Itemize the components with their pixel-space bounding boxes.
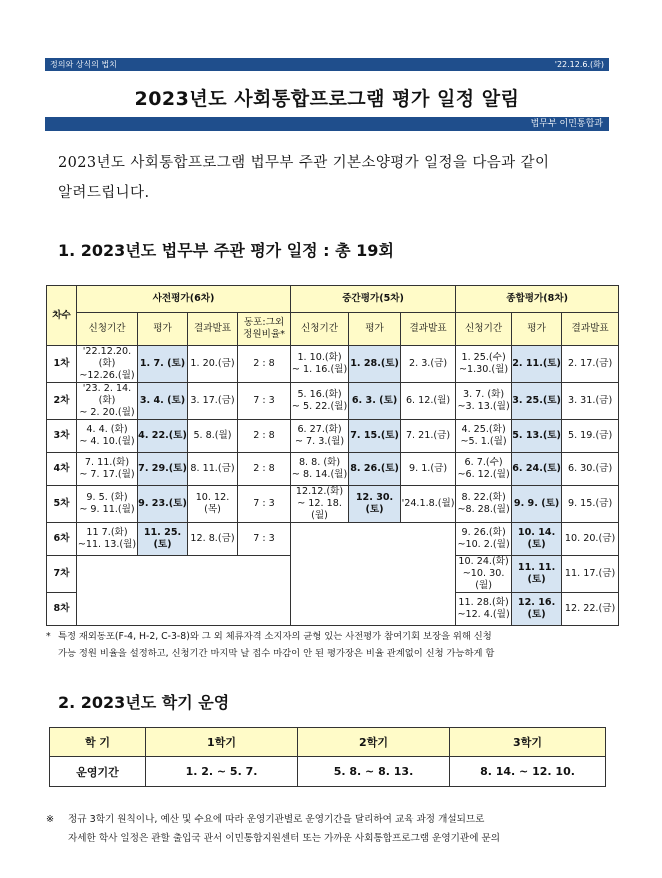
final-apply-period <box>456 383 512 420</box>
apply-end: ~8. 28.(월) <box>457 504 510 515</box>
mid-exam-date: 6. 3. (토) <box>349 383 401 420</box>
final-result-date: 3. 31.(금) <box>562 383 619 420</box>
apply-end: ~10. 2.(월) <box>457 539 510 550</box>
round-label: 5차 <box>47 486 77 523</box>
mid-exam-date: 7. 15.(토) <box>349 420 401 453</box>
pre-result-date: 8. 11.(금) <box>188 453 238 486</box>
apply-end: ~3. 13.(월) <box>457 401 510 412</box>
round-label: 3차 <box>47 420 77 453</box>
apply-end: ~12.26.(월) <box>79 370 135 381</box>
final-exam-date: 12. 16.(토) <box>512 593 562 626</box>
pre-exam-date: 11. 25.(토) <box>138 523 188 556</box>
col-pre-exam: 평가 <box>138 313 188 346</box>
apply-start: 8. 8. (화) <box>298 457 341 468</box>
final-exam-date: 5. 13.(토) <box>512 420 562 453</box>
mid-exam-date: 1. 28.(토) <box>349 346 401 383</box>
col-pre-apply: 신청기간 <box>77 313 138 346</box>
pre-ratio: 2 : 8 <box>238 420 291 453</box>
final-result-date: 6. 30.(금) <box>562 453 619 486</box>
apply-start: 11 7.(화) <box>86 527 128 538</box>
mid-exam-date: 12. 30.(토) <box>349 486 401 523</box>
semester-2-period: 5. 8. ~ 8. 13. <box>298 757 450 787</box>
semester-1-period: 1. 2. ~ 5. 7. <box>146 757 298 787</box>
apply-start: 1. 10.(화) <box>297 352 342 363</box>
note-line-1: 정규 3학기 원칙이나, 예산 및 수요에 따라 운영기관별로 운영기간을 달리하여 교육 과정 개설되므로 <box>68 814 485 825</box>
apply-end: ~ 1. 16.(월) <box>291 364 348 375</box>
pre-exam-date: 7. 29.(토) <box>138 453 188 486</box>
intro-paragraph <box>58 148 614 208</box>
pre-exam-date: 1. 7. (토) <box>138 346 188 383</box>
mid-result-date: 2. 3.(금) <box>401 346 456 383</box>
pre-ratio: 7 : 3 <box>238 486 291 523</box>
pre-result-date: 5. 8.(월) <box>188 420 238 453</box>
final-result-date: 10. 20.(금) <box>562 523 619 556</box>
col-pre-result: 결과발표 <box>188 313 238 346</box>
mid-apply-period <box>291 486 349 523</box>
apply-start: 12.12.(화) <box>295 486 344 497</box>
round-label: 8차 <box>47 593 77 626</box>
final-result-date: 11. 17.(금) <box>562 556 619 593</box>
final-exam-date: 6. 24.(토) <box>512 453 562 486</box>
table-row <box>47 383 619 420</box>
apply-end: ~5. 1.(월) <box>460 436 507 447</box>
final-exam-date: 9. 9. (토) <box>512 486 562 523</box>
mid-result-date: 6. 12.(월) <box>401 383 456 420</box>
table-row <box>47 420 619 453</box>
apply-start: 9. 5. (화) <box>86 492 128 503</box>
final-exam-date: 2. 11.(토) <box>512 346 562 383</box>
apply-end: ~12. 4.(월) <box>457 609 510 620</box>
apply-start: 6. 27.(화) <box>297 424 342 435</box>
table-row <box>47 523 619 556</box>
round-label: 2차 <box>47 383 77 420</box>
semester-3-period: 8. 14. ~ 12. 10. <box>450 757 606 787</box>
round-label: 1차 <box>47 346 77 383</box>
apply-start: 5. 16.(화) <box>297 389 342 400</box>
intro-line-2: 알려드립니다. <box>58 185 150 201</box>
apply-start: 6. 7.(수) <box>464 457 503 468</box>
semester-note <box>46 810 618 848</box>
apply-start: '23. 2. 14.(화) <box>82 383 132 406</box>
mid-apply-period <box>291 383 349 420</box>
ratio-header-line1: 동포:그외 <box>243 317 285 328</box>
final-result-date: 2. 17.(금) <box>562 346 619 383</box>
pre-exam-date: 3. 4. (토) <box>138 383 188 420</box>
apply-end: ~ 2. 20.(월) <box>79 407 135 418</box>
apply-end: ~ 9. 11.(월) <box>79 504 135 515</box>
apply-start: '22.12.20.(화) <box>82 346 132 369</box>
col-final-result: 결과발표 <box>562 313 619 346</box>
final-apply-period <box>456 346 512 383</box>
pre-exam-date: 9. 23.(토) <box>138 486 188 523</box>
pre-ratio: 2 : 8 <box>238 346 291 383</box>
final-apply-period <box>456 523 512 556</box>
round-header: 차수 <box>47 286 77 346</box>
footnote-marker: * <box>46 631 51 642</box>
empty-pre-cell <box>77 556 291 626</box>
apply-end: ~ 4. 10.(월) <box>79 436 135 447</box>
col-mid-exam: 평가 <box>349 313 401 346</box>
note-marker: ※ <box>46 814 55 825</box>
table-row <box>47 453 619 486</box>
pre-result-date: 10. 12.(목) <box>188 486 238 523</box>
evaluation-schedule-table <box>46 285 619 626</box>
footnote-line-1: 특정 재외동포(F-4, H-2, C-3-8)와 그 외 체류자격 소지자의 균형 있는 사전평가 참여기회 보장을 위해 신청 <box>58 631 492 642</box>
top-banner <box>45 58 609 71</box>
pre-ratio: 7 : 3 <box>238 523 291 556</box>
final-apply-period <box>456 453 512 486</box>
pre-result-date: 3. 17.(금) <box>188 383 238 420</box>
apply-start: 7. 11.(화) <box>84 457 130 468</box>
final-eval-header: 종합평가(8차) <box>456 286 619 313</box>
apply-start: 10. 24.(화) <box>458 556 509 567</box>
final-apply-period <box>456 556 512 593</box>
empty-mid-cell <box>291 523 456 626</box>
mid-eval-header: 중간평가(5차) <box>291 286 456 313</box>
apply-end: ~1.30.(월) <box>458 364 509 375</box>
apply-start: 8. 22.(화) <box>461 492 506 503</box>
col-pre-ratio <box>238 313 291 346</box>
semester-table <box>49 727 606 787</box>
footnote-line-2: 가능 정원 비율을 설정하고, 신청기간 마지막 날 접수 마감이 안 된 평가장은 비율 관계없이 신청 가능하게 함 <box>58 648 495 659</box>
pre-exam-date: 4. 22.(토) <box>138 420 188 453</box>
table-row <box>47 346 619 383</box>
final-result-date: 12. 22.(금) <box>562 593 619 626</box>
table-row <box>50 757 606 787</box>
apply-start: 4. 25.(화) <box>461 424 506 435</box>
ratio-footnote <box>46 628 618 662</box>
semester-2-header: 2학기 <box>298 728 450 757</box>
col-final-apply: 신청기간 <box>456 313 512 346</box>
intro-line-1: 2023년도 사회통합프로그램 법무부 주관 기본소양평가 일정을 다음과 같이 <box>58 155 550 171</box>
final-exam-date: 10. 14.(토) <box>512 523 562 556</box>
col-mid-apply: 신청기간 <box>291 313 349 346</box>
final-apply-period <box>456 593 512 626</box>
apply-end: ~ 7. 17.(월) <box>79 469 135 480</box>
apply-start: 11. 28.(화) <box>458 597 509 608</box>
mid-apply-period <box>291 346 349 383</box>
apply-end: ~6. 12.(월) <box>457 469 510 480</box>
apply-start: 1. 25.(수) <box>461 352 506 363</box>
pre-ratio: 2 : 8 <box>238 453 291 486</box>
apply-end: ~ 12. 18.(월) <box>297 498 342 521</box>
apply-end: ~ 8. 14.(월) <box>291 469 348 480</box>
mid-exam-date: 8. 26.(토) <box>349 453 401 486</box>
pre-apply-period <box>77 383 138 420</box>
pre-apply-period <box>77 523 138 556</box>
pre-result-date: 1. 20.(금) <box>188 346 238 383</box>
pre-eval-header: 사전평가(6차) <box>77 286 291 313</box>
apply-end: ~11. 13.(월) <box>77 539 137 550</box>
semester-3-header: 3학기 <box>450 728 606 757</box>
pre-ratio: 7 : 3 <box>238 383 291 420</box>
semester-1-header: 1학기 <box>146 728 298 757</box>
apply-end: ~ 5. 22.(월) <box>291 401 348 412</box>
semester-header-label: 학 기 <box>50 728 146 757</box>
period-label: 운영기간 <box>50 757 146 787</box>
pre-result-date: 12. 8.(금) <box>188 523 238 556</box>
col-mid-result: 결과발표 <box>401 313 456 346</box>
apply-start: 4. 4. (화) <box>86 424 128 435</box>
mid-result-date: '24.1.8.(월) <box>401 486 456 523</box>
final-result-date: 5. 19.(금) <box>562 420 619 453</box>
issue-date: '22.12.6.(화) <box>554 60 604 69</box>
section2-heading: 2. 2023년도 학기 운영 <box>58 693 230 712</box>
final-result-date: 9. 15.(금) <box>562 486 619 523</box>
section1-heading: 1. 2023년도 법무부 주관 평가 일정 : 총 19회 <box>58 241 394 260</box>
mid-result-date: 9. 1.(금) <box>401 453 456 486</box>
final-exam-date: 11. 11.(토) <box>512 556 562 593</box>
round-label: 6차 <box>47 523 77 556</box>
pre-apply-period <box>77 453 138 486</box>
final-exam-date: 3. 25.(토) <box>512 383 562 420</box>
round-label: 7차 <box>47 556 77 593</box>
round-label: 4차 <box>47 453 77 486</box>
mid-apply-period <box>291 420 349 453</box>
final-apply-period <box>456 486 512 523</box>
col-final-exam: 평가 <box>512 313 562 346</box>
apply-start: 3. 7. (화) <box>462 389 505 400</box>
apply-end: ~ 7. 3.(월) <box>294 436 345 447</box>
pre-apply-period <box>77 346 138 383</box>
department-bar: 법무부 이민통합과 <box>45 117 609 131</box>
apply-end: ~10. 30.(월) <box>462 568 505 591</box>
note-line-2: 자세한 학사 일정은 관할 출입국 관서 이민통합지원센터 또는 가까운 사회통합프로그램 운영기관에 문의 <box>68 833 501 844</box>
pre-apply-period <box>77 486 138 523</box>
page-title: 2023년도 사회통합프로그램 평가 일정 알림 <box>134 88 520 110</box>
mid-apply-period <box>291 453 349 486</box>
apply-start: 9. 26.(화) <box>461 527 506 538</box>
ratio-header-line2: 정원비율* <box>243 329 285 340</box>
final-apply-period <box>456 420 512 453</box>
mid-result-date: 7. 21.(금) <box>401 420 456 453</box>
pre-apply-period <box>77 420 138 453</box>
slogan: 정의와 상식의 법치 <box>50 60 117 69</box>
table-row <box>47 486 619 523</box>
